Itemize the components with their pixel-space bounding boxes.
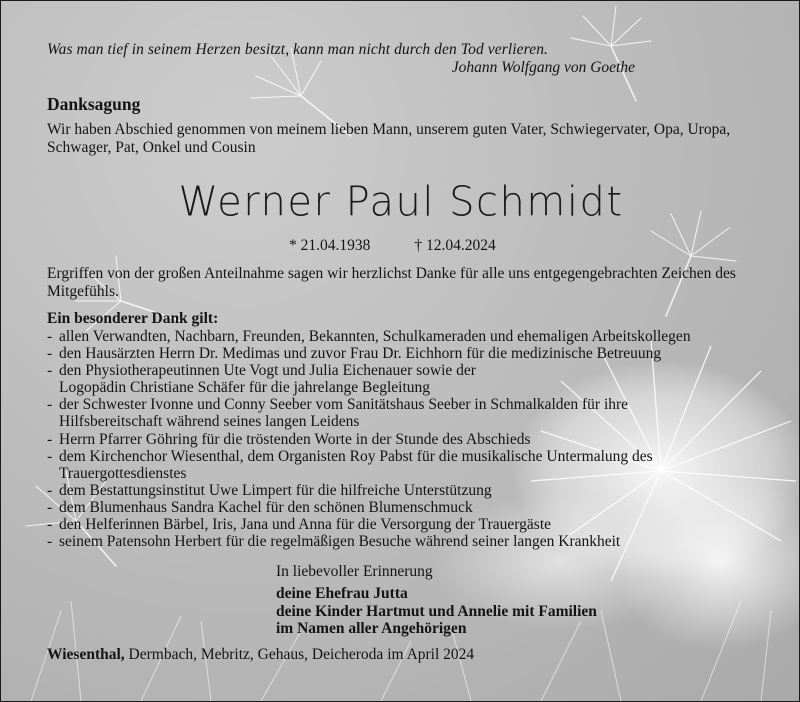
list-item: - Herrn Pfarrer Göhring für die tröstenden Worte in der Stunde des Abschieds [47, 431, 767, 448]
list-item: - dem Kirchenchor Wiesenthal, dem Organisten Roy Pabst für die musikalische Untermalung des Trauergottesdienstes [47, 448, 759, 482]
list-item: - dem Bestattungsinstitut Uwe Limpert für die hilfreiche Unterstützung [47, 482, 767, 499]
quote-author: Johann Wolfgang von Goethe [451, 59, 635, 76]
place-town: Wiesenthal, [47, 646, 125, 663]
intro-text: Wir haben Abschied genommen von meinem lieben Mann, unserem guten Vater, Schwiegervater, Opa, Uropa, Schwager, Pat, Onkel und Cousin [47, 121, 731, 156]
goethe-quote: Was man tief in seinem Herzen besitzt, kann man nicht durch den Tod verlieren. [47, 41, 549, 58]
text-content [1, 1, 799, 701]
place-rest: Dermbach, Mebritz, Gehaus, Deicheroda im April 2024 [128, 646, 475, 663]
deceased-name: Werner Paul Schmidt [178, 178, 624, 226]
special-thanks-heading: Ein besonderer Dank gilt: [47, 310, 219, 327]
family-signature [276, 585, 597, 638]
place-and-date [47, 646, 474, 664]
list-item: - den Helferinnen Bärbel, Iris, Jana und Anna für die Versorgung der Trauergäste [47, 516, 767, 533]
family-line: im Namen aller Angehörigen [276, 620, 467, 637]
page-title: Danksagung [47, 94, 141, 114]
family-line: deine Kinder Hartmut und Annelie mit Familien [276, 602, 597, 620]
special-thanks-list [47, 328, 767, 550]
memory-line: In liebevoller Erinnerung [276, 563, 433, 580]
list-item: - den Hausärzten Herrn Dr. Medimas und zuvor Frau Dr. Eichhorn für die medizinische Betreuung [47, 345, 767, 362]
list-item: - allen Verwandten, Nachbarn, Freunden, Bekannten, Schulkameraden und ehemaligen Arbeitskollegen [47, 328, 767, 345]
list-item: - dem Blumenhaus Sandra Kachel für den schönen Blumenschmuck [47, 499, 767, 516]
life-dates [289, 237, 496, 255]
thanks-text: Ergriffen von der großen Anteilnahme sagen wir herzlichst Danke für alle uns entgegengebrachten Zeichen des Mitgefühls. [47, 265, 736, 300]
list-item: - den Physiotherapeutinnen Ute Vogt und Julia Eichenauer sowie der Logopädin Christiane Schäfer für die jahrelange Begleitung [47, 362, 499, 396]
list-item: - der Schwester Ivonne und Conny Seeber vom Sanitätshaus Seeber in Schmalkalden für ihre Hilfsbereitschaft während seines langen Leidens [47, 396, 679, 430]
family-line: deine Ehefrau Jutta [276, 585, 408, 602]
list-item: - seinem Patensohn Herbert für die regelmäßigen Besuche während seiner langen Krankheit [47, 533, 767, 550]
death-date: † 12.04.2024 [414, 237, 496, 254]
birth-date: * 21.04.1938 [289, 237, 371, 254]
